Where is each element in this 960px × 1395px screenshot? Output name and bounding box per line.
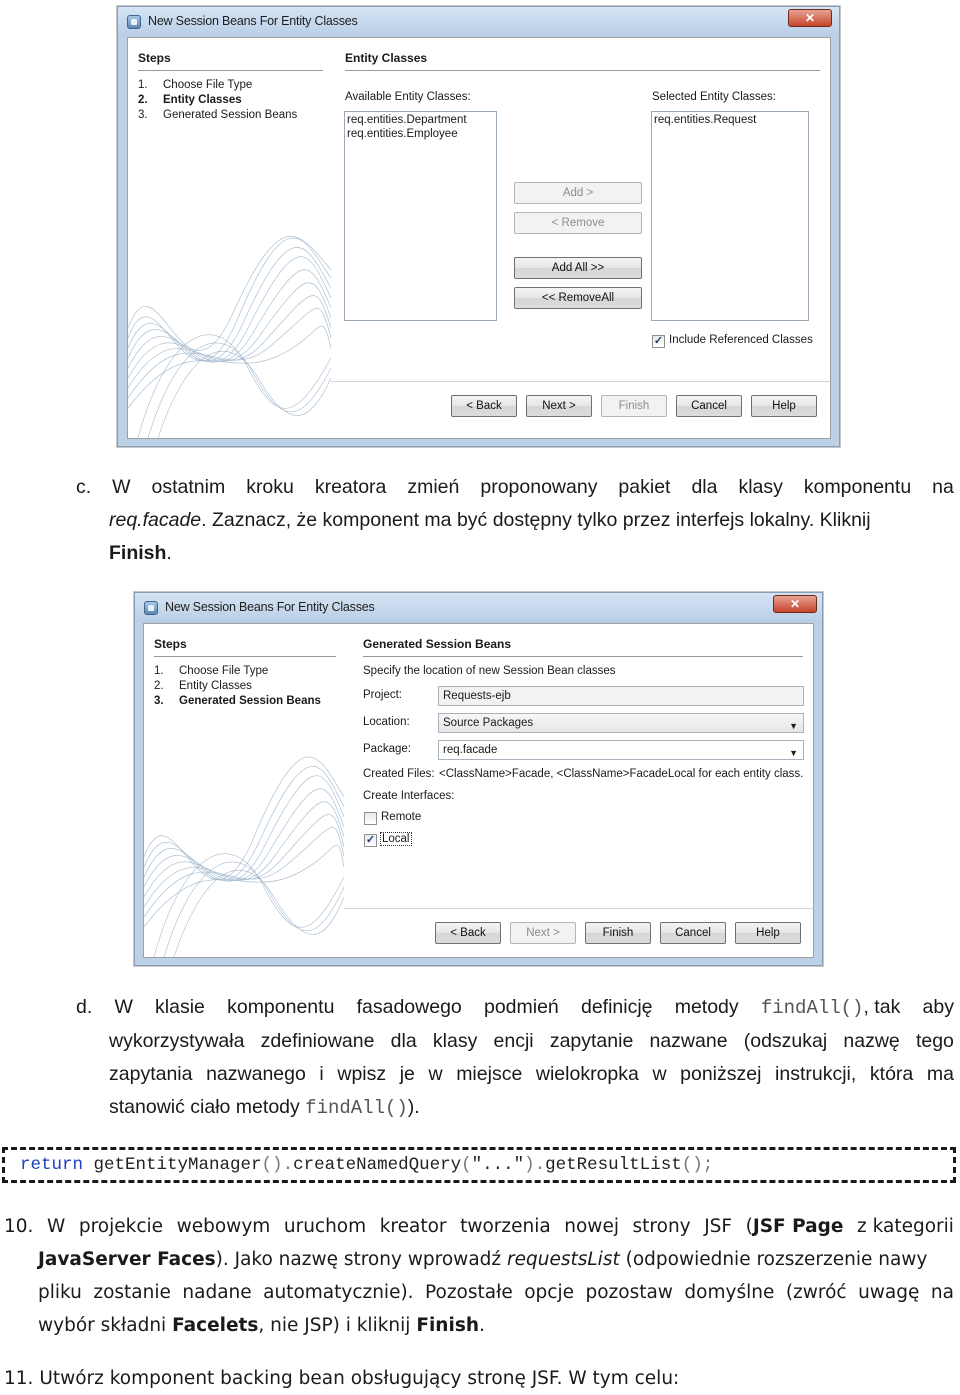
paragraph-line: stanowić ciało metody findAll()). bbox=[109, 1096, 420, 1119]
local-checkbox[interactable]: ✓ bbox=[365, 834, 376, 846]
chevron-down-icon: ▼ bbox=[789, 748, 798, 758]
netbeans-app-icon bbox=[127, 15, 141, 29]
include-referenced-checkbox[interactable]: ✓ bbox=[653, 335, 664, 347]
paragraph-line: wybór składni Facelets, nie JSP) i kliknij Finish. bbox=[38, 1315, 485, 1336]
project-field: Requests-ejb bbox=[438, 686, 804, 706]
step-item-current: 3. Generated Session Beans bbox=[154, 695, 321, 707]
steps-title: Steps bbox=[154, 637, 187, 651]
button-bar bbox=[344, 908, 813, 957]
paragraph-line: d. W klasie komponentu fasadowego podmień definicję metody findAll(), tak aby bbox=[76, 991, 954, 1025]
list-marker: d. bbox=[76, 996, 93, 1018]
panel-title: Generated Session Beans bbox=[363, 637, 512, 651]
steps-panel bbox=[128, 38, 331, 438]
package-combo[interactable]: req.facade ▼ bbox=[438, 740, 804, 760]
remove-button[interactable]: < Remove bbox=[514, 212, 642, 234]
available-classes-list[interactable] bbox=[344, 111, 497, 321]
paragraph-line: zapytania nazwanego i wpisz je w miejsce wielokropka w poniższej instrukcji, która ma bbox=[109, 1063, 954, 1085]
dialog-content bbox=[127, 37, 831, 439]
step-item: 1. Choose File Type bbox=[154, 665, 269, 677]
paragraph-line: 10. W projekcie webowym uruchom kreator tworzenia nowej strony JSF (JSF Page z kategorii bbox=[4, 1210, 954, 1243]
help-button[interactable]: Help bbox=[735, 922, 801, 944]
close-button[interactable]: ✕ bbox=[773, 595, 817, 613]
paragraph-line: req.facade. Zaznacz, że komponent ma być dostępny tylko przez interfejs lokalny. Kliknij bbox=[109, 509, 871, 531]
window-title: New Session Beans For Entity Classes bbox=[148, 14, 358, 28]
cancel-button[interactable]: Cancel bbox=[676, 395, 742, 417]
list-marker: 11. bbox=[4, 1368, 34, 1389]
inline-code: findAll() bbox=[305, 1097, 408, 1119]
generated-session-beans-dialog bbox=[134, 592, 823, 966]
help-button[interactable]: Help bbox=[751, 395, 817, 417]
decorative-waves-image bbox=[144, 727, 344, 957]
next-button[interactable]: Next > bbox=[510, 922, 576, 944]
selected-classes-list[interactable] bbox=[651, 111, 809, 321]
list-item[interactable]: req.entities.Department bbox=[347, 114, 467, 126]
finish-button[interactable]: Finish bbox=[585, 922, 651, 944]
divider bbox=[363, 656, 803, 657]
created-files-label: Created Files: bbox=[363, 768, 435, 780]
paragraph-11: 11. Utwórz komponent backing bean obsługujący stronę JSF. W tym celu: bbox=[4, 1368, 680, 1389]
paragraph-line: pliku zostanie nadane automatycznie). Pozostałe opcje pozostaw domyślne (zwróć uwagę na bbox=[38, 1282, 954, 1303]
list-marker: c. bbox=[76, 476, 92, 498]
steps-list bbox=[154, 664, 321, 709]
remote-checkbox[interactable] bbox=[364, 812, 377, 825]
location-intro: Specify the location of new Session Bean classes bbox=[363, 665, 616, 677]
next-button[interactable]: Next > bbox=[526, 395, 592, 417]
location-select[interactable]: Source Packages ▼ bbox=[438, 713, 804, 733]
local-label: Local bbox=[382, 833, 410, 845]
inline-code: findAll() bbox=[760, 997, 864, 1019]
main-panel bbox=[331, 38, 830, 438]
selected-classes-label: Selected Entity Classes: bbox=[652, 91, 777, 103]
paragraph-line: wykorzystywała zdefiniowane dla klasy encji zapytanie nazwane (odszukaj nazwę tego bbox=[109, 1030, 954, 1052]
chevron-down-icon: ▼ bbox=[789, 721, 798, 731]
project-label: Project: bbox=[363, 689, 402, 701]
list-item[interactable]: req.entities.Employee bbox=[347, 128, 458, 140]
steps-list bbox=[138, 78, 297, 123]
window-title: New Session Beans For Entity Classes bbox=[165, 600, 375, 614]
step-item: 1. Choose File Type bbox=[138, 79, 253, 91]
divider bbox=[138, 70, 323, 71]
created-files-value: <ClassName>Facade, <ClassName>FacadeLocal for each entity class. bbox=[439, 768, 804, 780]
back-button[interactable]: < Back bbox=[451, 395, 517, 417]
add-all-button[interactable]: Add All >> bbox=[514, 257, 642, 279]
steps-title: Steps bbox=[138, 51, 171, 65]
dialog-content bbox=[143, 623, 814, 958]
step-item-current: 2. Entity Classes bbox=[138, 94, 242, 106]
divider bbox=[154, 656, 336, 657]
paragraph-line: JavaServer Faces). Jako nazwę strony wprowadź requestsList (odpowiednie rozszerzenie nawy bbox=[38, 1249, 928, 1270]
close-button[interactable]: ✕ bbox=[788, 9, 832, 27]
paragraph-10 bbox=[4, 1210, 954, 1342]
paragraph-line: c. W ostatnim kroku kreatora zmień proponowany pakiet dla klasy komponentu na bbox=[76, 471, 954, 504]
list-item[interactable]: req.entities.Request bbox=[654, 114, 757, 126]
entity-classes-dialog bbox=[117, 6, 840, 447]
add-button[interactable]: Add > bbox=[514, 182, 642, 204]
paragraph-d bbox=[76, 991, 954, 1125]
steps-panel bbox=[144, 624, 344, 957]
step-item: 2. Entity Classes bbox=[154, 680, 252, 692]
package-label: Package: bbox=[363, 743, 411, 755]
create-interfaces-label: Create Interfaces: bbox=[363, 790, 455, 802]
include-referenced-label: Include Referenced Classes bbox=[669, 334, 813, 346]
title-bar[interactable] bbox=[118, 7, 839, 37]
available-classes-label: Available Entity Classes: bbox=[345, 91, 471, 103]
panel-title: Entity Classes bbox=[345, 51, 428, 65]
remove-all-button[interactable]: << RemoveAll bbox=[514, 287, 642, 309]
paragraph-c bbox=[76, 471, 954, 570]
netbeans-app-icon bbox=[144, 601, 158, 615]
divider bbox=[345, 70, 820, 71]
list-marker: 10. bbox=[4, 1216, 34, 1237]
main-panel bbox=[344, 624, 813, 957]
title-bar[interactable] bbox=[135, 593, 822, 623]
remote-label: Remote bbox=[381, 811, 422, 823]
back-button[interactable]: < Back bbox=[435, 922, 501, 944]
decorative-waves-image bbox=[128, 208, 331, 438]
paragraph-line: Finish. bbox=[109, 542, 172, 564]
finish-button[interactable]: Finish bbox=[601, 395, 667, 417]
location-label: Location: bbox=[363, 716, 410, 728]
code-snippet: return getEntityManager().createNamedQuery("...").getResultList(); bbox=[2, 1147, 956, 1183]
cancel-button[interactable]: Cancel bbox=[660, 922, 726, 944]
button-bar bbox=[331, 381, 830, 438]
step-item: 3. Generated Session Beans bbox=[138, 109, 298, 121]
